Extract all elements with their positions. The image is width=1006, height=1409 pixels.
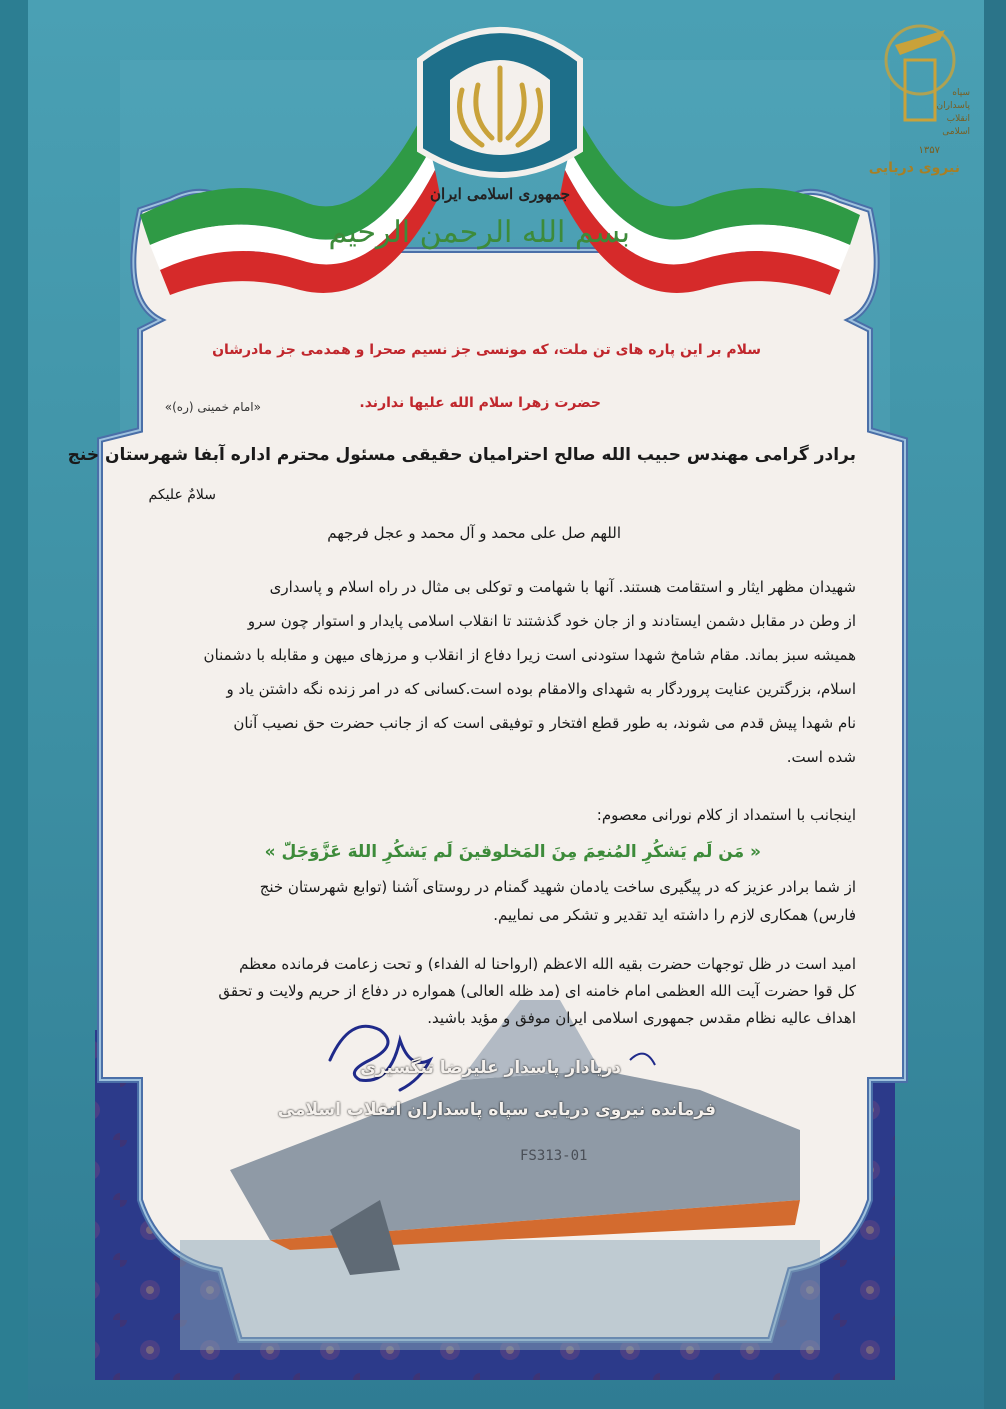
thanks-line: فارس) همکاری لازم را داشته اید تقدیر و تشکر می نماییم. [493, 906, 856, 924]
body-line: نام شهدا پیش قدم می شوند، به طور قطع افتخار و توفیقی است که از جانب حضرت حق نصیب آنان [233, 714, 856, 732]
body-line: از وطن در مقابل دشمن ایستادند و از جان خود گذشتند تا انقلاب اسلامی پایدار و استوار چون سرو [247, 612, 856, 630]
irgc-org-line-4: اسلامی [942, 127, 970, 137]
letter-greeting: سلامٌ علیکم [148, 487, 216, 503]
closing-line: اهداف عالیه نظام مقدس جمهوری اسلامی ایران موفق و مؤید باشید. [427, 1009, 856, 1027]
body-line: شده است. [786, 748, 856, 766]
irgc-org-line-2: پاسداران [936, 101, 970, 111]
ship-hull-number: FS313-01 [520, 1148, 588, 1164]
body-line: اسلام، بزرگترین عنایت پروردگار به شهدای والامقام بوده است.کسانی که در امر زنده نگه داشتن یاد و [226, 680, 856, 698]
irgc-unit: نیروی دریایی [868, 160, 960, 176]
irgc-org-line-3: انقلاب [946, 114, 970, 124]
irgc-org-line-1: سپاه [952, 88, 970, 98]
intro-quote: اینجانب با استمداد از کلام نورانی معصوم: [596, 806, 856, 824]
quote-attribution: «امام خمینی (ره)» [164, 400, 261, 414]
signatory-name: دریادار پاسدار علیرضا تنگسیری [360, 1058, 621, 1078]
body-line: شهیدان مظهر ایثار و استقامت هستند. آنها با شهامت و توکلی بی مثال در راه اسلام و پاسداری [269, 578, 856, 596]
thanks-line: از شما برادر عزیز که در پیگیری ساخت یادمان شهید گمنام در روستای آشنا (توابع شهرستان خنج [259, 878, 856, 896]
irgc-year: ۱۳۵۷ [918, 145, 940, 156]
letter-addressee: برادر گرامی مهندس حبیب الله صالح احترامیان حقیقی مسئول محترم اداره آبفا شهرستان خنج [67, 445, 856, 465]
bismillah: بسم الله الرحمن الرحیم [328, 215, 630, 250]
letter-salawat: اللهم صل علی محمد و آل محمد و عجل فرجهم [327, 524, 621, 542]
closing-line: کل قوا حضرت آیت الله العظمی امام خامنه ای (مد ظله العالی) همواره در دفاع از حریم ولایت و تحقق [218, 982, 856, 1000]
signatory-title: فرمانده نیروی دریایی سپاه پاسداران انقلاب اسلامی [277, 1100, 716, 1120]
body-line: همیشه سبز بماند. مقام شامخ شهدا ستودنی است زیرا دفاع از انقلاب و مرزهای میهن و مقابله با دشمنان [203, 646, 856, 664]
quote-line-2: حضرت زهرا سلام الله علیها ندارند. [359, 395, 601, 411]
quote-line-1: سلام بر این پاره های تن ملت، که مونسی جز نسیم صحرا و همدمی جز مادرشان [212, 342, 761, 358]
republic-title: جمهوری اسلامی ایران [429, 185, 571, 203]
closing-line: امید است در ظل توجهات حضرت بقیه الله الاعظم (ارواحنا له الفداء) و تحت زعامت فرمانده معظم [239, 955, 856, 973]
hadith: « مَن لَم یَشکُرِ المُنعِمَ مِنَ المَخلوقینَ لَم یَشکُرِ اللهَ عَزَّوَجَلّ » [264, 842, 761, 862]
